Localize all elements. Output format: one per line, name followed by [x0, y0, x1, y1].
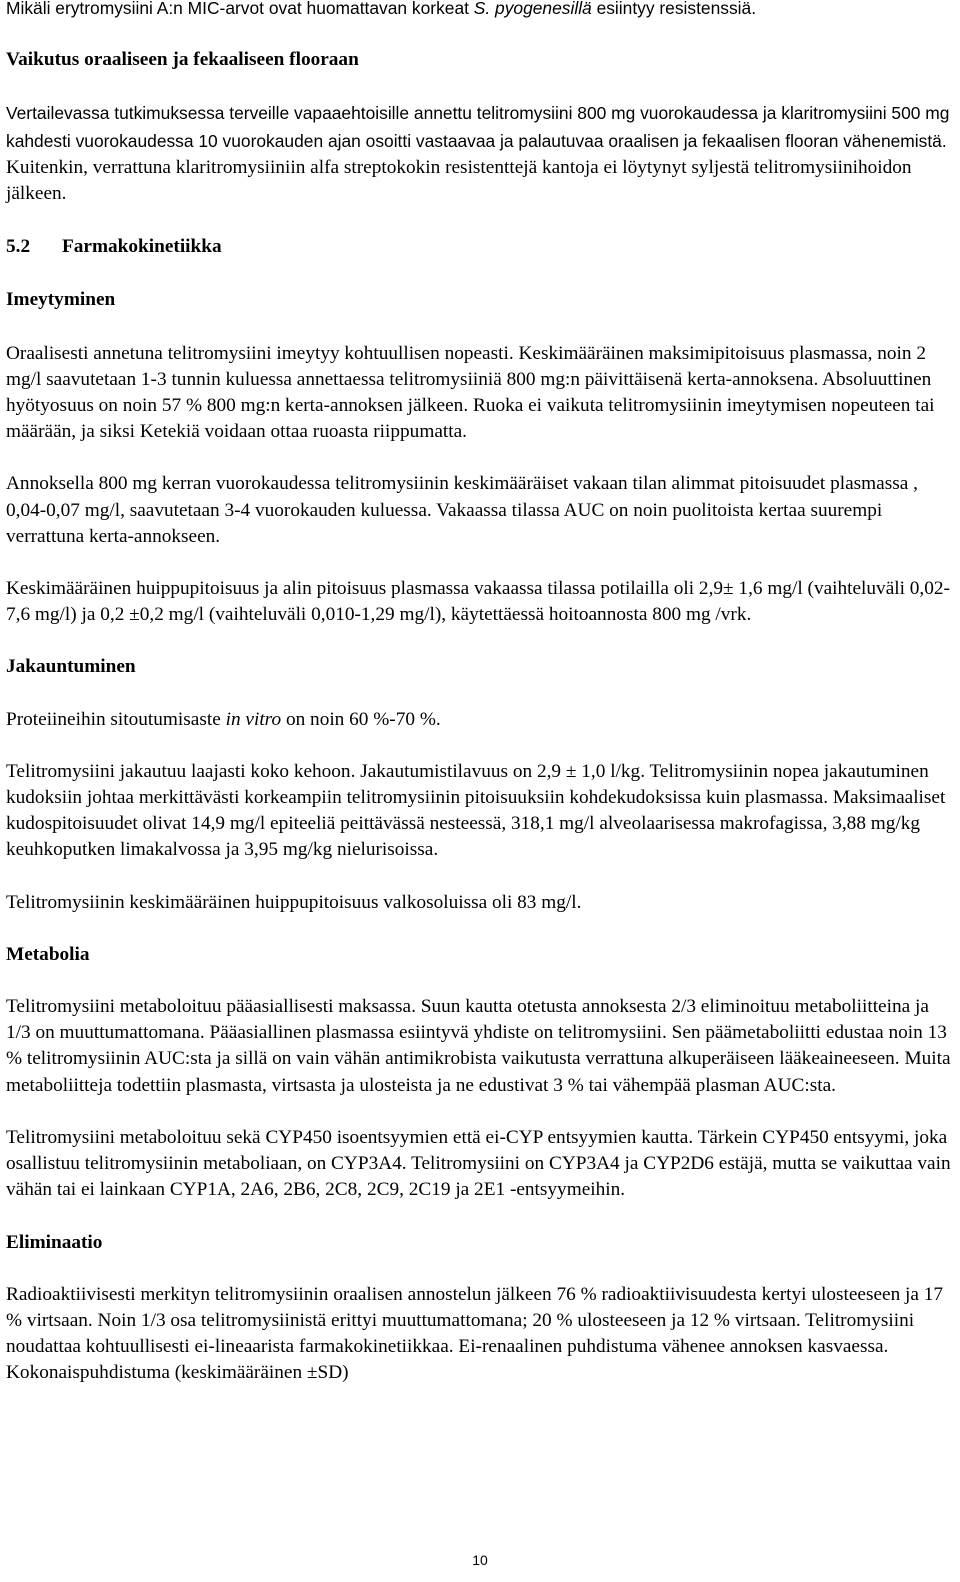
intro-text-start: Mikäli erytromysiini A:n MIC-arvot ovat huomattavan korkeat — [6, 0, 474, 18]
distribution-paragraph-2: Telitromysiini jakautuu laajasti koko kehoon. Jakautumistilavuus on 2,9 ± 1,0 l/kg. Telitromysiinin nopea jakautuminen kudoksiin johtaa merkittävästi korkeampiin telitromysiinin pitoisuuksiin kohdekudoksissa kuin plasmassa. Maksimaaliset kudospitoisuudet olivat 14,9 mg/l epiteeliä peittävässä nesteessä, 318,1 mg/l alveolaarisessa makrofagissa, 3,88 mg/kg keuhkoputken limakalvossa ja 3,95 mg/kg nielurisoissa. — [6, 760, 946, 861]
absorption-paragraph-3: Keskimääräinen huippupitoisuus ja alin pitoisuus plasmassa vakaassa tilassa potilailla oli 2,9± 1,6 mg/l (vaihteluväli 0,02-7,6 mg/l) ja 0,2 ±0,2 mg/l (vaihteluväli 0,010-1,29 mg/l), käytettäessä hoitoannosta 800 mg /vrk. — [6, 578, 950, 626]
flora-paragraph — [6, 100, 952, 207]
flora-text-serif: Kuitenkin, verrattuna klaritromysiiniin alfa streptokokin resistenttejä kantoja ei löytynyt syljestä telitromysiinihoidon jälkeen. — [6, 156, 912, 205]
metabolism-heading: Metabolia — [6, 943, 90, 965]
metabolism-paragraph-1: Telitromysiini metaboloituu pääasiallisesti maksassa. Suun kautta otetusta annoksesta 2/3 eliminoituu metaboliitteina ja 1/3 on muuttumattomana. Pääasiallinen plasmassa esiintyvä yhdiste on telitromysiini. Sen päämetaboliitti edustaa noin 13 % telitromysiinin AUC:sta ja sillä on vain vähän antimikrobista vaikutusta verrattuna alkuperäiseen lääkeaineeseen. Muita metaboliitteja todettiin plasmasta, virtsasta ja ulosteista ja ne edustivat 3 % tai vähempää plasman AUC:sta. — [6, 996, 951, 1096]
flora-text-sans: Vertailevassa tutkimuksessa terveille vapaaehtoisille annettu telitromysiini 800 mg vuorokaudessa ja klaritromysiini 500 mg kahdesti vuorokaudessa 10 vuorokauden ajan osoitti vastaavaa ja palautuvaa oraalisen ja fekaalisen flooran vähenemistä. — [6, 103, 950, 151]
distribution-paragraph-3: Telitromysiinin keskimääräinen huippupitoisuus valkosoluissa oli 83 mg/l. — [6, 891, 582, 913]
intro-text-end: esiintyy resistenssiä. — [591, 0, 757, 18]
absorption-paragraph-2: Annoksella 800 mg kerran vuorokaudessa telitromysiinin keskimääräiset vakaan tilan alimmat pitoisuudet plasmassa , 0,04-0,07 mg/l, saavutetaan 3-4 vuorokauden kuluessa. Vakaassa tilassa AUC on noin puolitoista kertaa suurempi verrattuna kerta-annokseen. — [6, 473, 918, 547]
flora-heading: Vaikutus oraaliseen ja fekaaliseen flooraan — [6, 49, 359, 71]
absorption-heading: Imeytyminen — [6, 289, 116, 311]
distribution-in-vitro: in vitro — [225, 708, 282, 730]
section-title: Farmakokinetiikka — [62, 236, 222, 258]
intro-paragraph — [6, 0, 952, 21]
page-number: 10 — [472, 1552, 488, 1568]
section-heading — [6, 234, 952, 260]
section-number: 5.2 — [6, 236, 31, 258]
distribution-text-start: Proteiineihin sitoutumisaste — [6, 708, 226, 730]
distribution-heading: Jakauntuminen — [6, 656, 136, 678]
absorption-paragraph-1: Oraalisesti annetuna telitromysiini imeytyy kohtuullisen nopeasti. Keskimääräinen maksimipitoisuus plasmassa, noin 2 mg/l saavutetaan 1-3 tunnin kuluessa annettaessa telitromysiiniä 800 mg:n päivittäisenä kerta-annoksena. Absoluuttinen hyötyosuus on noin 57 % 800 mg:n kerta-annoksen jälkeen. Ruoka ei vaikuta telitromysiinin imeytymisen nopeuteen tai määrään, ja siksi Ketekiä voidaan ottaa ruoasta riippumatta. — [6, 342, 935, 443]
document-page — [6, 0, 952, 1387]
distribution-paragraph-1 — [6, 707, 952, 733]
intro-species: S. pyogenesillä — [473, 0, 592, 18]
metabolism-paragraph-2: Telitromysiini metaboloituu sekä CYP450 isoentsyymien että ei-CYP entsyymien kautta. Tärkein CYP450 entsyymi, joka osallistuu telitromysiinin metaboliaan, on CYP3A4. Telitromysiini on CYP3A4 ja CYP2D6 estäjä, mutta se vaikuttaa vain vähän tai ei lainkaan CYP1A, 2A6, 2B6, 2C8, 2C9, 2C19 ja 2E1 -entsyymeihin. — [6, 1126, 951, 1201]
elimination-heading: Eliminaatio — [6, 1231, 103, 1253]
elimination-paragraph-1: Radioaktiivisesti merkityn telitromysiinin oraalisen annostelun jälkeen 76 % radioaktiivisuudesta kertyi ulosteeseen ja 17 % virtsaan. Noin 1/3 osa telitromysiinistä erittyi muuttumattomana; 20 % ulosteeseen ja 12 % virtsaan. Telitromysiini noudattaa kohtuullisesti ei-lineaarista farmakokinetiikkaa. Ei-renaalinen puhdistuma vähenee annoksen kasvaessa. Kokonaispuhdistuma (keskimääräinen ±SD) — [6, 1283, 944, 1384]
distribution-text-end: on noin 60 %-70 %. — [281, 708, 441, 730]
